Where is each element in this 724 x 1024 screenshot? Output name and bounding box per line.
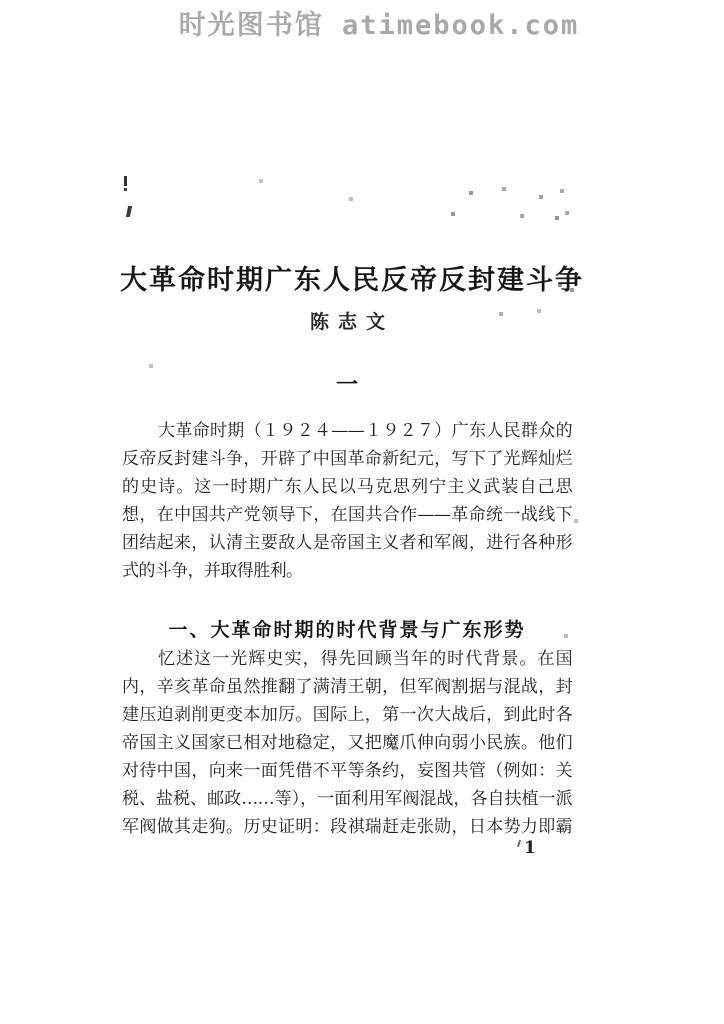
page-number: 1 <box>524 838 536 858</box>
scan-artifact <box>124 176 127 186</box>
paragraph-line: 帝国主义国家已相对地稳定，又把魔爪伸向弱小民族。他们 <box>122 733 572 753</box>
paragraph-line: 内，辛亥革命虽然推翻了满清王朝，但军阀割据与混战，封 <box>122 677 572 697</box>
paragraph-line: 反帝反封建斗争，开辟了中国革命新纪元，写下了光辉灿烂 <box>122 449 572 469</box>
section-marker: 一 <box>335 372 358 398</box>
paragraph-line: 式的斗争，并取得胜利。 <box>122 561 303 581</box>
author-name: 陈志文 <box>309 311 394 333</box>
paragraph-1 <box>122 417 572 585</box>
paragraph-line: 大革命时期（１９２４——１９２７）广东人民群众的 <box>158 421 572 441</box>
paragraph-line: 的史诗。这一时期广东人民以马克思列宁主义武装自己思 <box>122 477 572 497</box>
paragraph-line: 忆述这一光辉史实，得先回顾当年的时代背景。在国 <box>158 649 572 669</box>
ink-mark <box>517 840 521 847</box>
paragraph-line: 税、盐税、邮政……等），一面利用军阀混战，各自扶植一派 <box>122 789 572 809</box>
paragraph-line: 建压迫剥削更变本加厉。国际上，第一次大战后，到此时各 <box>122 705 572 725</box>
scan-artifact <box>126 206 132 217</box>
paragraph-line: 对待中国，向来一面凭借不平等条约，妄图共管（例如：关 <box>122 761 572 781</box>
paragraph-2 <box>122 645 572 841</box>
watermark-text: 时光图书馆 atimebook.com <box>178 10 580 41</box>
article-title: 大革命时期广东人民反帝反封建斗争 <box>120 265 584 297</box>
paragraph-line: 军阀做其走狗。历史证明：段祺瑞赶走张勋，日本势力即霸 <box>122 817 572 837</box>
scan-speckles <box>0 0 2 2</box>
paragraph-line: 想，在中国共产党领导下，在国共合作——革命统一战线下 <box>122 505 572 525</box>
paragraph-line: 团结起来，认清主要敌人是帝国主义者和军阀，进行各种形 <box>122 533 572 553</box>
section-heading: 一、大革命时期的时代背景与广东形势 <box>168 618 526 641</box>
